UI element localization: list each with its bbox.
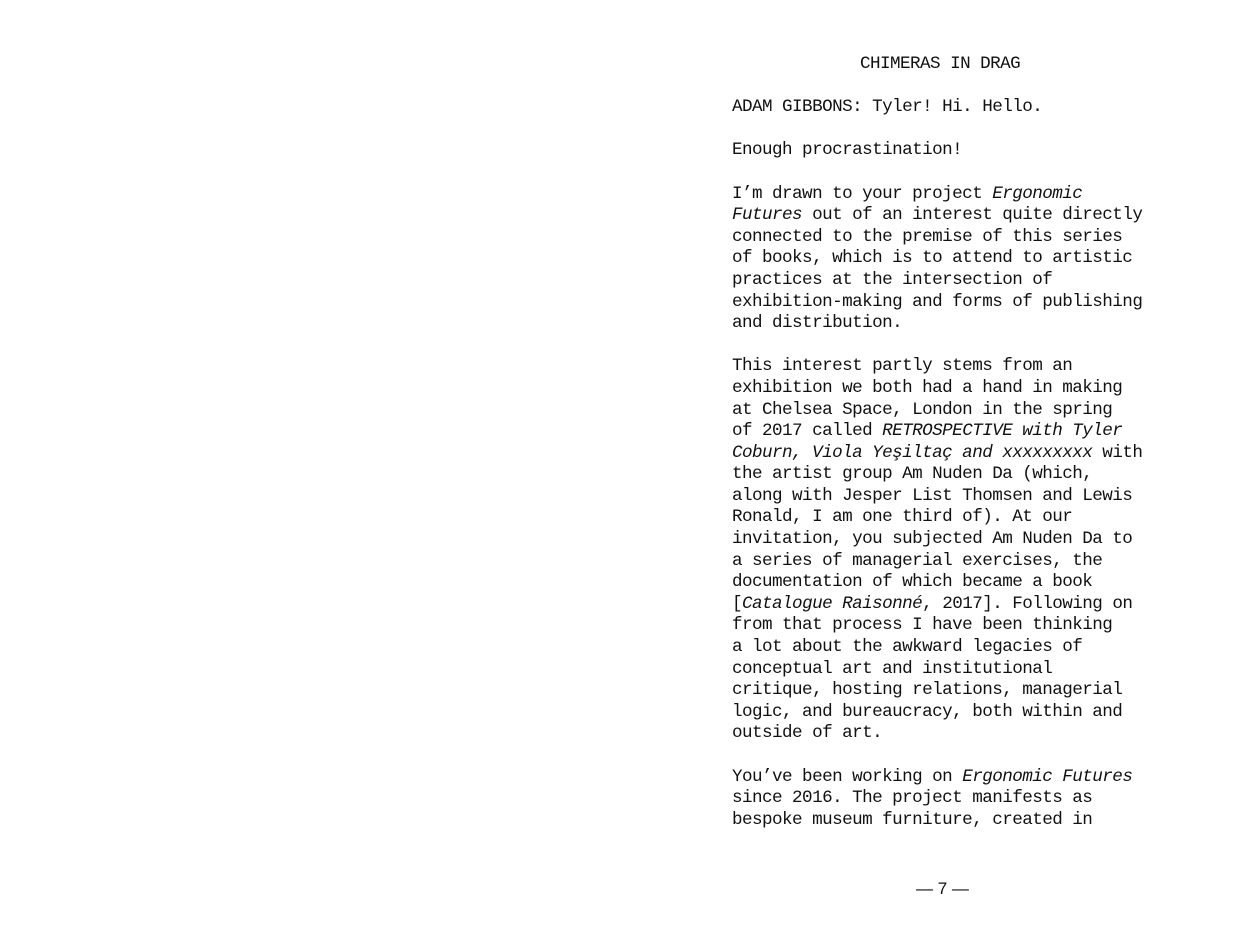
text-run: with bbox=[1092, 442, 1143, 463]
text-column bbox=[732, 54, 1172, 853]
text-line: practices at the intersection of bbox=[732, 269, 1053, 290]
italic-title: Futures bbox=[732, 205, 803, 226]
text-run: of 2017 called bbox=[732, 421, 883, 442]
page-number: — 7 — bbox=[916, 879, 969, 898]
text-line bbox=[732, 767, 1172, 789]
text-line: conceptual art and institutional bbox=[732, 658, 1053, 679]
italic-title: Ergonomic Futures bbox=[962, 766, 1133, 787]
right-page bbox=[620, 0, 1240, 933]
text-line: invitation, you subjected Am Nuden Da to bbox=[732, 529, 1133, 550]
text-line: from that process I have been thinking bbox=[732, 615, 1113, 636]
italic-title: Coburn, Viola Yeşiltaç and xxxxxxxxx bbox=[732, 442, 1093, 463]
italic-title: Ergonomic bbox=[992, 183, 1083, 204]
text-run: , 2017]. Following on bbox=[922, 593, 1133, 614]
italic-title: Catalogue Raisonné bbox=[742, 593, 923, 614]
paragraph-project-interest bbox=[732, 184, 1172, 335]
text-line: exhibition-making and forms of publishing bbox=[732, 291, 1143, 312]
text-line: logic, and bureaucracy, both within and bbox=[732, 701, 1123, 722]
text-run: [ bbox=[732, 593, 743, 614]
text-line: ADAM GIBBONS: Tyler! Hi. Hello. bbox=[732, 97, 1043, 118]
text-line: since 2016. The project manifests as bbox=[732, 788, 1093, 809]
text-line bbox=[732, 184, 1172, 206]
paragraph-greeting bbox=[732, 97, 1172, 119]
text-line: the artist group Am Nuden Da (which, bbox=[732, 464, 1093, 485]
text-line: and distribution. bbox=[732, 313, 903, 334]
text-line: a series of managerial exercises, the bbox=[732, 550, 1103, 571]
text-line bbox=[732, 594, 1172, 616]
text-line: a lot about the awkward legacies of bbox=[732, 637, 1083, 658]
text-run: I’m drawn to your project bbox=[732, 183, 993, 204]
text-line: of books, which is to attend to artistic bbox=[732, 248, 1133, 269]
text-line: along with Jesper List Thomsen and Lewis bbox=[732, 485, 1133, 506]
text-run: You’ve been working on bbox=[732, 766, 963, 787]
text-run: out of an interest quite directly bbox=[802, 205, 1143, 226]
text-line: outside of art. bbox=[732, 723, 883, 744]
paragraph-exhibition bbox=[732, 356, 1172, 745]
text-line: at Chelsea Space, London in the spring bbox=[732, 399, 1113, 420]
italic-title: RETROSPECTIVE with Tyler bbox=[882, 421, 1123, 442]
paragraph-procrastination bbox=[732, 140, 1172, 162]
text-line: bespoke museum furniture, created in bbox=[732, 809, 1093, 830]
text-line: Enough procrastination! bbox=[732, 140, 963, 161]
text-line bbox=[732, 443, 1172, 465]
text-line bbox=[732, 205, 1172, 227]
text-line: Ronald, I am one third of). At our bbox=[732, 507, 1073, 528]
text-line: This interest partly stems from an bbox=[732, 356, 1073, 377]
text-line bbox=[732, 421, 1172, 443]
text-line: documentation of which became a book bbox=[732, 572, 1093, 593]
text-line: connected to the premise of this series bbox=[732, 226, 1123, 247]
text-line: exhibition we both had a hand in making bbox=[732, 377, 1123, 398]
chapter-title: CHIMERAS IN DRAG bbox=[860, 54, 1021, 74]
paragraph-ergonomic-futures bbox=[732, 767, 1172, 832]
text-line: critique, hosting relations, managerial bbox=[732, 680, 1123, 701]
